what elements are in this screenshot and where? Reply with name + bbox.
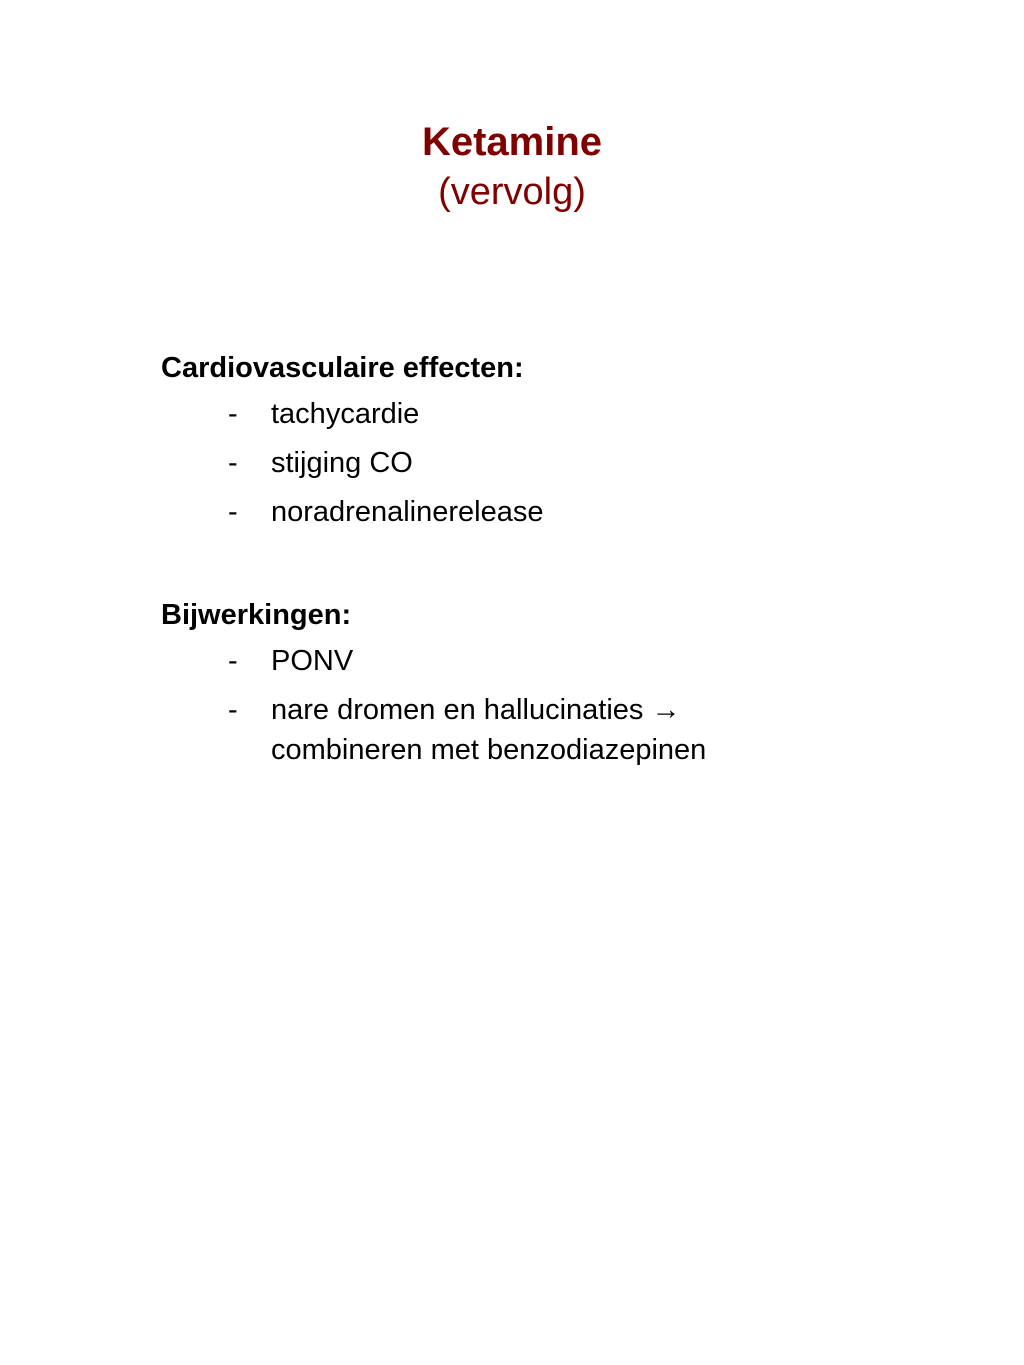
- list-item: [161, 394, 921, 434]
- dash-bullet: -: [228, 694, 238, 726]
- bullet-list: [161, 394, 921, 532]
- dash-bullet: -: [228, 645, 238, 677]
- dash-bullet: -: [228, 496, 238, 528]
- list-item-text: noradrenalinerelease: [271, 496, 544, 528]
- section-cardiovascular-effects: [161, 346, 921, 541]
- list-item: [161, 690, 921, 770]
- list-item: [161, 641, 921, 681]
- list-item: [161, 443, 921, 483]
- list-item-text: stijging CO: [271, 447, 413, 479]
- dash-bullet: -: [228, 398, 238, 430]
- list-item: [161, 492, 921, 532]
- list-item-text: nare dromen en hallucinaties → combineren met benzodiazepinen: [271, 694, 707, 766]
- bullet-list: [161, 641, 921, 770]
- list-item-text: tachycardie: [271, 398, 420, 430]
- section-side-effects: [161, 593, 921, 779]
- slide-title: Ketamine: [421, 120, 603, 164]
- section-heading: Cardiovasculaire effecten:: [161, 352, 524, 384]
- dash-bullet: -: [228, 447, 238, 479]
- list-item-text: PONV: [271, 645, 354, 677]
- slide-subtitle: (vervolg): [438, 171, 586, 213]
- section-heading: Bijwerkingen:: [161, 599, 352, 631]
- title-block: [0, 117, 1024, 217]
